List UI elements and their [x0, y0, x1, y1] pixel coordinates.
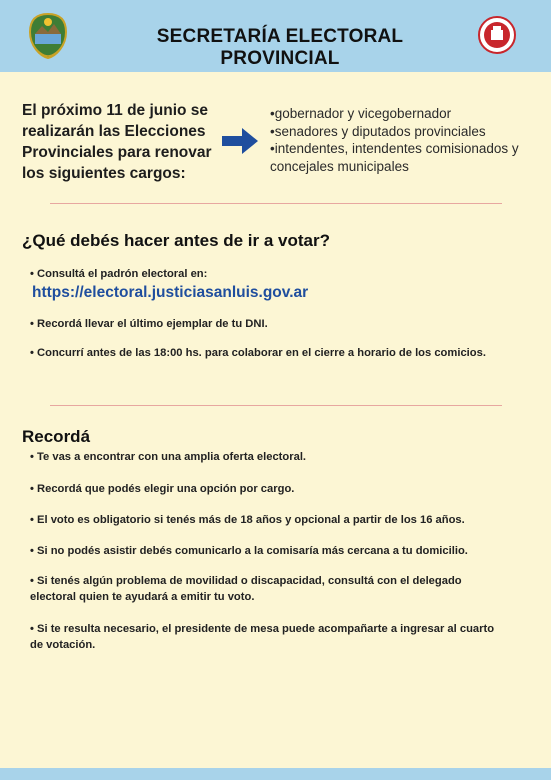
page-title: SECRETARÍA ELECTORAL PROVINCIAL	[156, 26, 404, 69]
recorda-item: • Te vas a encontrar con una amplia oferta electoral.	[30, 451, 307, 463]
electoral-seal-icon	[478, 16, 516, 54]
cargo-item: •intendentes, intendentes comisionados y	[270, 141, 519, 156]
intro-text	[22, 100, 222, 184]
antes-item: • Recordá llevar el último ejemplar de tu DNI.	[30, 318, 268, 330]
recorda-item-cont: electoral quien te ayudará a emitir tu voto.	[30, 591, 255, 603]
cargos-list	[270, 105, 540, 175]
padron-link[interactable]: https://electoral.justiciasanluis.gov.ar	[32, 284, 309, 301]
cargo-item: concejales municipales	[270, 158, 409, 174]
intro-line: los siguientes cargos:	[22, 165, 186, 182]
cargo-item: •senadores y diputados provinciales	[270, 123, 486, 139]
recorda-item: • Si tenés algún problema de movilidad o discapacidad, consultá con el delegado	[30, 575, 462, 587]
recorda-item: • Si te resulta necesario, el presidente de mesa puede acompañarte a ingresar al cuarto	[30, 623, 495, 635]
arrow-right-icon	[222, 128, 258, 154]
intro-line: Provinciales para renovar	[22, 144, 212, 161]
recorda-item: • El voto es obligatorio si tenés más de 18 años y opcional a partir de los 16 años.	[30, 514, 465, 526]
antes-heading: ¿Qué debés hacer antes de ir a votar?	[22, 231, 331, 250]
recorda-item-cont: de votación.	[30, 639, 96, 651]
provincial-shield-icon	[26, 12, 70, 60]
antes-item: • Consultá el padrón electoral en:	[30, 268, 208, 280]
intro-line: El próximo 11 de junio se	[22, 102, 209, 119]
divider	[50, 405, 502, 406]
antes-item: • Concurrí antes de las 18:00 hs. para colaborar en el cierre a horario de los comicios.	[30, 347, 486, 359]
recorda-heading: Recordá	[22, 427, 91, 446]
intro-line: realizarán las Elecciones	[22, 123, 206, 140]
footer-band	[0, 768, 551, 780]
cargo-item: •gobernador y vicegobernador	[270, 106, 452, 121]
divider	[50, 203, 502, 204]
recorda-item: • Recordá que podés elegir una opción por cargo.	[30, 483, 295, 495]
recorda-item: • Si no podés asistir debés comunicarlo a la comisaría más cercana a tu domicilio.	[30, 545, 468, 557]
